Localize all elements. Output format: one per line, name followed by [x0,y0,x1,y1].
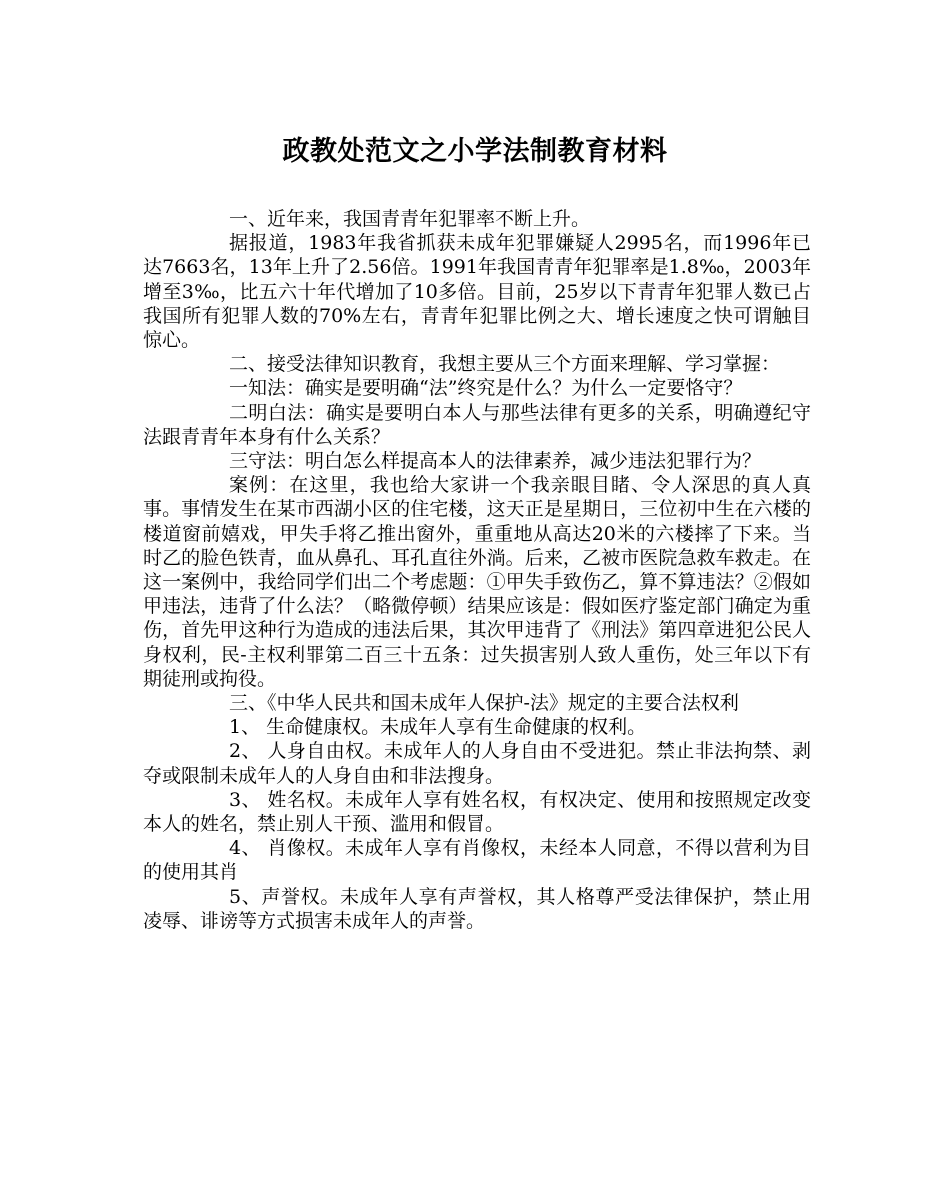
document-title: 政教处范文之小学法制教育材料 [282,136,668,167]
document-body [143,207,811,933]
paragraph-right-name: 3、 姓名权。未成年人享有姓名权，有权决定、使用和按照规定改变本人的姓名，禁止别人干预、滥用和假冒。 [143,788,811,836]
paragraph-right-portrait: 4、 肖像权。未成年人享有肖像权，未经本人同意，不得以营利为目的使用其肖 [143,837,811,884]
paragraph-section-3-heading: 三、《中华人民共和国未成年人保护-法》规定的主要合法权利 [229,692,739,715]
paragraph-right-reputation: 5、声誉权。未成年人享有声誉权，其人格尊严受法律保护，禁止用凌辱、诽谤等方式损害未成年人的声誉。 [143,885,811,932]
paragraph-section-2-heading: 二、接受法律知识教育，我想主要从三个方面来理解、学习掌握： [229,353,781,376]
paragraph-right-life-health: 1、 生命健康权。未成年人享有生命健康的权利。 [229,716,647,739]
paragraph-statistics: 据报道，1983年我省抓获未成年犯罪嫌疑人2995名，而1996年已达7663名，13年上升了2.56倍。1991年我国青青年犯罪率是1.8‰，2003年增至3‰，比五六十年代增加了10多倍。目前，25岁以下青青年犯罪人数已占我国所有犯罪人数的70%左右，青青年犯罪比例之大、增长速度之快可谓触目惊心。 [143,232,811,352]
paragraph-case-study: 案例：在这里，我也给大家讲一个我亲眼目睹、令人深思的真人真事。事情发生在某市西湖小区的住宅楼，这天正是星期日，三位初中生在六楼的楼道窗前嬉戏，甲失手将乙推出窗外，重重地从高达20米的六楼摔了下来。当时乙的脸色铁青，血从鼻孔、耳孔直往外淌。后来，乙被市医院急救车救走。在这一案例中，我给同学们出二个考虑题：①甲失手致伤乙，算不算违法？②假如甲违法，违背了什么法？（略微停顿）结果应该是：假如医疗鉴定部门确定为重伤，首先甲这种行为造成的违法后果，其次甲违背了《刑法》第四章进犯公民人身权利，民-主权利罪第二百三十五条：过失损害别人致人重伤，处三年以下有期徒刑或拘役。 [143,474,811,690]
paragraph-obey-law: 三守法：明白怎么样提高本人的法律素养，减少违法犯罪行为？ [229,450,762,473]
paragraph-right-personal-freedom: 2、 人身自由权。未成年人的人身自由不受进犯。禁止非法拘禁、剥夺或限制未成年人的人身自由和非法搜身。 [143,740,811,787]
paragraph-section-1-heading: 一、近年来，我国青青年犯罪率不断上升。 [229,208,591,230]
paragraph-understand-law: 二明白法：确实是要明白本人与那些法律有更多的关系，明确遵纪守法跟青青年本身有什么关系？ [143,401,811,448]
paragraph-know-law: 一知法：确实是要明确“法”终究是什么？为什么一定要恪守？ [229,377,743,400]
